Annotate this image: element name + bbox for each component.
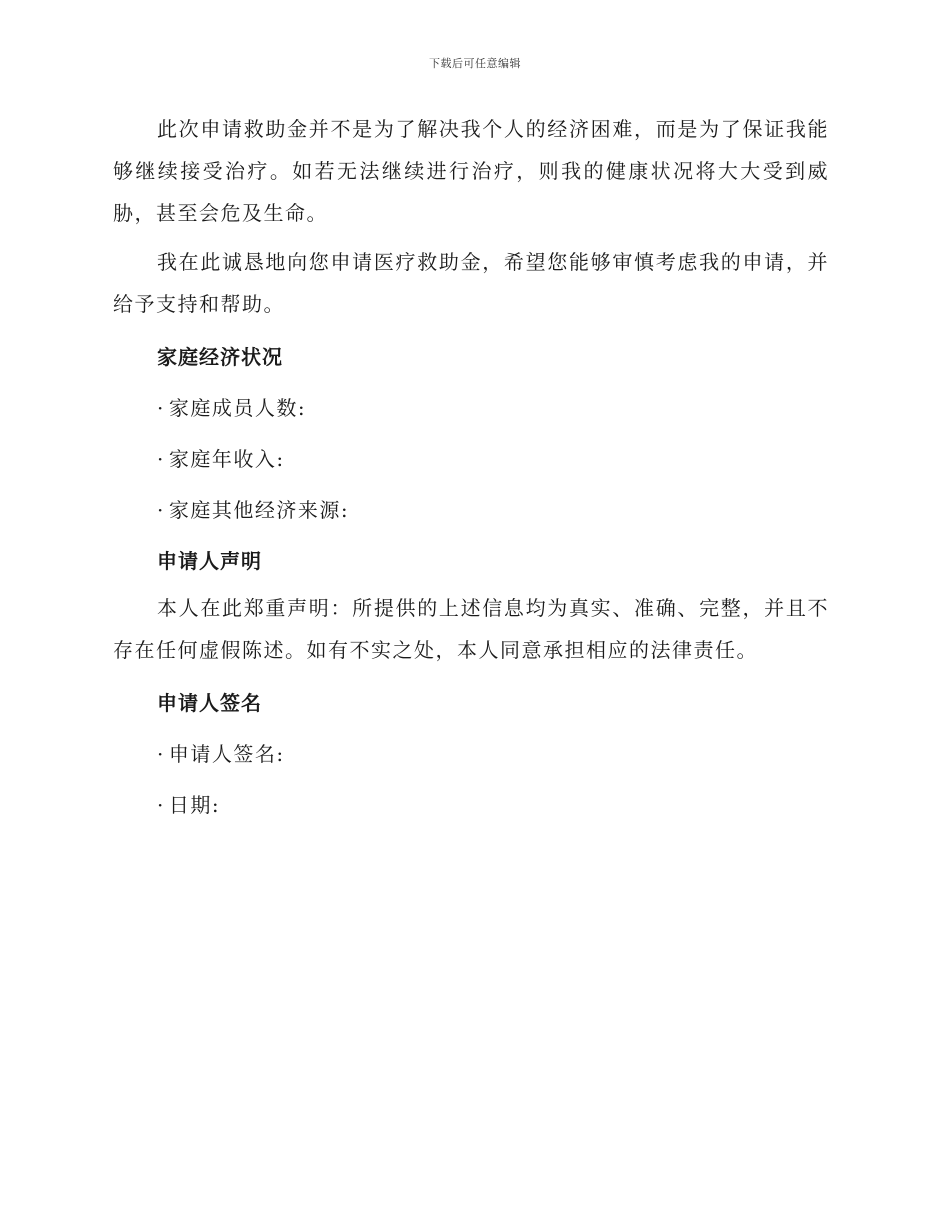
- family-item-income-label: 家庭年收入:: [168, 447, 285, 471]
- family-item-other-sources-label: 家庭其他经济来源:: [168, 498, 350, 522]
- family-item-members-label: 家庭成员人数:: [168, 396, 307, 420]
- bullet-glyph: ·: [157, 793, 165, 817]
- signature-item-date: [113, 780, 829, 831]
- signature-section-heading: 申请人签名: [157, 691, 262, 715]
- bullet-glyph: ·: [157, 498, 165, 522]
- family-item-other-sources: [113, 485, 829, 536]
- document-body: [113, 108, 829, 831]
- declaration-section-heading: 申请人声明: [157, 549, 262, 573]
- family-section-heading: 家庭经济状况: [157, 345, 283, 369]
- family-item-members: [113, 383, 829, 434]
- family-item-income: [113, 434, 829, 485]
- declaration-paragraph: 本人在此郑重声明：所提供的上述信息均为真实、准确、完整，并且不存在任何虚假陈述。如有不实之处，本人同意承担相应的法律责任。: [113, 596, 829, 662]
- intro-paragraph-2: 我在此诚恳地向您申请医疗救助金，希望您能够审慎考虑我的申请，并给予支持和帮助。: [113, 250, 829, 316]
- bullet-glyph: ·: [157, 396, 165, 420]
- intro-paragraph-1: 此次申请救助金并不是为了解决我个人的经济困难，而是为了保证我能够继续接受治疗。如若无法继续进行治疗，则我的健康状况将大大受到威胁，甚至会危及生命。: [113, 117, 829, 225]
- signature-item-name-label: 申请人签名:: [168, 742, 285, 766]
- bullet-glyph: ·: [157, 742, 165, 766]
- bullet-glyph: ·: [157, 447, 165, 471]
- header-note: 下载后可任意编辑: [429, 57, 521, 70]
- signature-item-date-label: 日期:: [168, 793, 221, 817]
- signature-item-name: [113, 729, 829, 780]
